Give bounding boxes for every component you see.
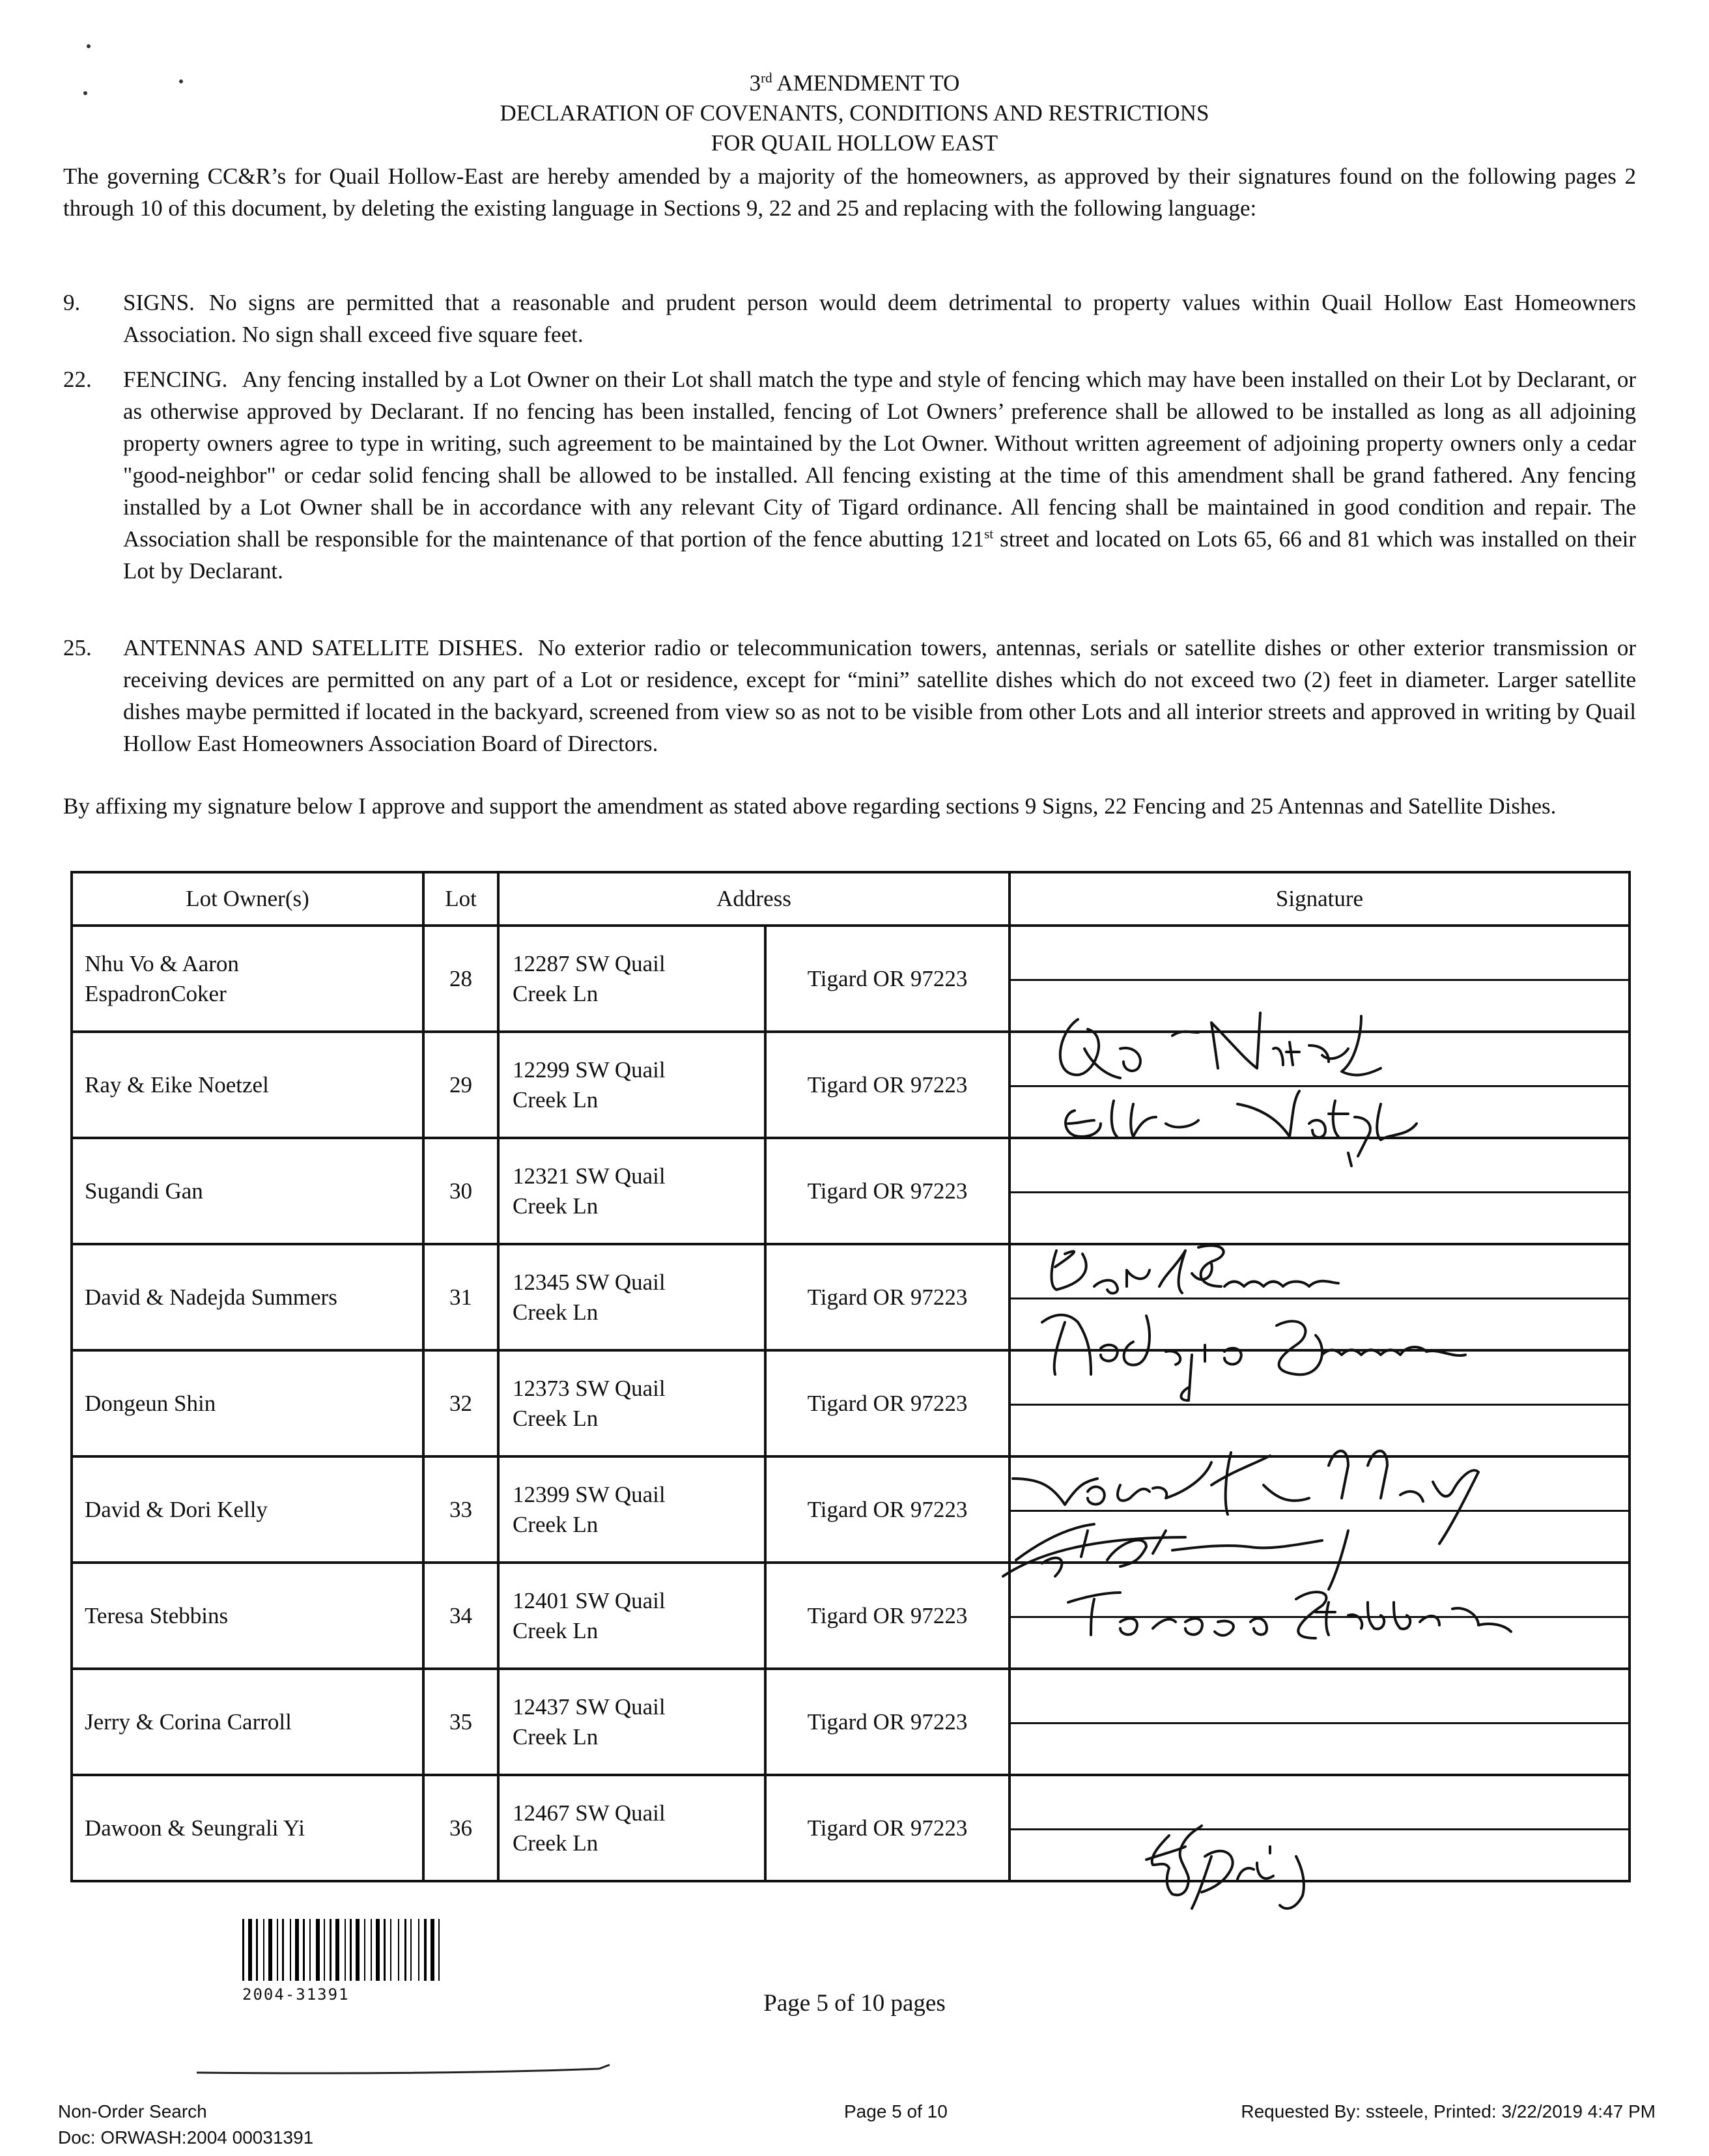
owner-name-line-1: David & Nadejda Summers — [85, 1284, 337, 1310]
owner-name-line-1: David & Dori Kelly — [85, 1496, 268, 1522]
owner-name-line-1: Jerry & Corina Carroll — [85, 1709, 292, 1735]
street-line-2: Creek Ln — [513, 1299, 599, 1325]
affix-statement: By affixing my signature below I approve and support the amendment as stated above regarding sections 9 Signs, 22 Fencing and 25 Antennas and Satellite Dishes. — [63, 793, 1557, 819]
street-line-2: Creek Ln — [513, 980, 599, 1006]
street-line-1: 12467 SW Quail — [513, 1800, 666, 1826]
column-header-owner: Lot Owner(s) — [72, 872, 423, 926]
lot-cell: 31 — [423, 1244, 498, 1350]
street-line-2: Creek Ln — [513, 1086, 599, 1113]
lot-cell: 30 — [423, 1138, 498, 1244]
lot-cell: 29 — [423, 1032, 498, 1138]
column-header-signature: Signature — [1010, 872, 1630, 926]
owner-name-line-1: Nhu Vo & Aaron — [85, 950, 239, 976]
section-number: 25. — [63, 635, 92, 660]
signature-nadejda-summers — [1042, 1315, 1465, 1400]
owner-name-line-1: Dongeun Shin — [85, 1390, 216, 1416]
intro-paragraph: The governing CC&R’s for Quail Hollow-East are hereby amended by a majority of the homeowners, as approved by their signatures found on the following pages 2 through 10 of this document, by deleting the existing language in Sections 9, 22 and 25 and replacing with the following language: — [63, 163, 1636, 221]
street-line-1: 12299 SW Quail — [513, 1057, 666, 1083]
section-number: 22. — [63, 367, 92, 392]
title-line-1: 3rd AMENDMENT TO — [749, 70, 960, 96]
owner-name-line-1: Ray & Eike Noetzel — [85, 1071, 269, 1098]
street-line-2: Creek Ln — [513, 1193, 599, 1219]
title-line-3: FOR QUAIL HOLLOW EAST — [711, 130, 998, 156]
city-cell: Tigard OR 97223 — [765, 1563, 1010, 1669]
street-line-1: 12287 SW Quail — [513, 950, 666, 976]
footer-page: Page 5 of 10 — [844, 2101, 948, 2121]
signature-teresa-stebbins — [1068, 1592, 1511, 1638]
section-text: Any fencing installed by a Lot Owner on their Lot shall match the type and style of fencing which may have been installed on their Lot by Declarant, or as otherwise approved by Declarant. If no fencing has been installed, fencing of Lot Owners’ preference shall be allowed to be installed as long as all adjoining property owners agree to type in writing, such agreement to be maintained by the Lot Owner. Without written agreement of adjoining property owners only a cedar "good-neighbor" or cedar solid fencing shall be allowed to be installed. All fencing existing at the time of this amendment shall be grand fathered. Any fencing installed by a Lot Owner shall be in accordance with any relevant City of Tigard ordinance. All fencing shall be maintained in good condition and repair. The Association shall be responsible for the maintenance of that portion of the fence abutting 121 — [123, 367, 1636, 552]
owner-name-line-2: EspadronCoker — [85, 980, 227, 1006]
street-line-1: 12437 SW Quail — [513, 1694, 666, 1720]
city-cell: Tigard OR 97223 — [765, 1669, 1010, 1775]
barcode-number: 2004-31391 — [242, 1985, 350, 2004]
lot-cell: 35 — [423, 1669, 498, 1775]
city-cell: Tigard OR 97223 — [765, 1775, 1010, 1881]
page-label: Page 5 of 10 pages — [763, 1990, 946, 2017]
street-line-2: Creek Ln — [513, 1511, 599, 1537]
city-cell: Tigard OR 97223 — [765, 1032, 1010, 1138]
street-line-2: Creek Ln — [513, 1830, 599, 1856]
signature-ray-noetzel — [1060, 1013, 1381, 1078]
footer-doc-id: Doc: ORWASH:2004 00031391 — [58, 2127, 314, 2148]
lot-cell: 32 — [423, 1350, 498, 1456]
section-heading: SIGNS. — [123, 290, 195, 315]
owner-name-line-1: Sugandi Gan — [85, 1178, 203, 1204]
section-text: No signs are permitted that a reasonable and prudent person would deem detrimental to property values within Quail Hollow East Homeowners Association. No sign shall exceed five square feet. — [123, 290, 1636, 347]
lot-cell: 34 — [423, 1563, 498, 1669]
lot-cell: 28 — [423, 926, 498, 1032]
lot-cell: 33 — [423, 1456, 498, 1563]
section-heading: FENCING. — [123, 367, 228, 392]
city-cell: Tigard OR 97223 — [765, 1456, 1010, 1563]
street-line-2: Creek Ln — [513, 1723, 599, 1750]
barcode-image — [242, 1919, 532, 1981]
signature-dawoon-yi — [1146, 1826, 1304, 1908]
city-cell: Tigard OR 97223 — [765, 1350, 1010, 1456]
lot-cell: 36 — [423, 1775, 498, 1881]
street-line-1: 12345 SW Quail — [513, 1269, 666, 1295]
footer-search-type: Non-Order Search — [58, 2101, 207, 2121]
owner-name-line-1: Dawoon & Seungrali Yi — [85, 1815, 305, 1841]
footer-requested-by: Requested By: ssteele, Printed: 3/22/2019 4:47 PM — [1241, 2101, 1656, 2121]
section-text: street and located on Lots 65, 66 and 81 which was installed on their Lot by Declarant. — [123, 526, 1636, 584]
signature-david-kelly — [1013, 1451, 1478, 1544]
city-cell: Tigard OR 97223 — [765, 1138, 1010, 1244]
street-line-1: 12399 SW Quail — [513, 1481, 666, 1507]
section-heading: ANTENNAS AND SATELLITE DISHES. — [123, 635, 524, 660]
street-line-1: 12321 SW Quail — [513, 1163, 666, 1189]
section-text: No exterior radio or telecommunication towers, antennas, serials or satellite dishes or other exterior transmission or receiving devices are permitted on any part of a Lot or residence, except for “mini” satellite dishes which do not exceed two (2) feet in diameter. Larger satellite dishes maybe permitted if located in the backyard, screened from view so as not to be visible from other Lots and all interior streets and approved in writing by Quail Hollow East Homeowners Association Board of Directors. — [123, 635, 1637, 756]
street-line-2: Creek Ln — [513, 1405, 599, 1431]
underline-stroke — [195, 2064, 612, 2077]
section-text-sup: st — [984, 526, 994, 542]
city-cell: Tigard OR 97223 — [765, 926, 1010, 1032]
signature-david-summers — [1052, 1245, 1339, 1293]
street-line-1: 12373 SW Quail — [513, 1375, 666, 1401]
signature-dori-kelly — [1003, 1524, 1348, 1589]
owner-name-line-1: Teresa Stebbins — [85, 1602, 229, 1628]
column-header-lot: Lot — [423, 872, 498, 926]
title-line-2: DECLARATION OF COVENANTS, CONDITIONS AND RESTRICTIONS — [500, 100, 1209, 126]
column-header-address: Address — [498, 872, 1010, 926]
street-line-2: Creek Ln — [513, 1617, 599, 1643]
section-number: 9. — [63, 290, 81, 315]
street-line-1: 12401 SW Quail — [513, 1587, 666, 1613]
city-cell: Tigard OR 97223 — [765, 1244, 1010, 1350]
signature-eike-noetzel — [1066, 1091, 1417, 1166]
